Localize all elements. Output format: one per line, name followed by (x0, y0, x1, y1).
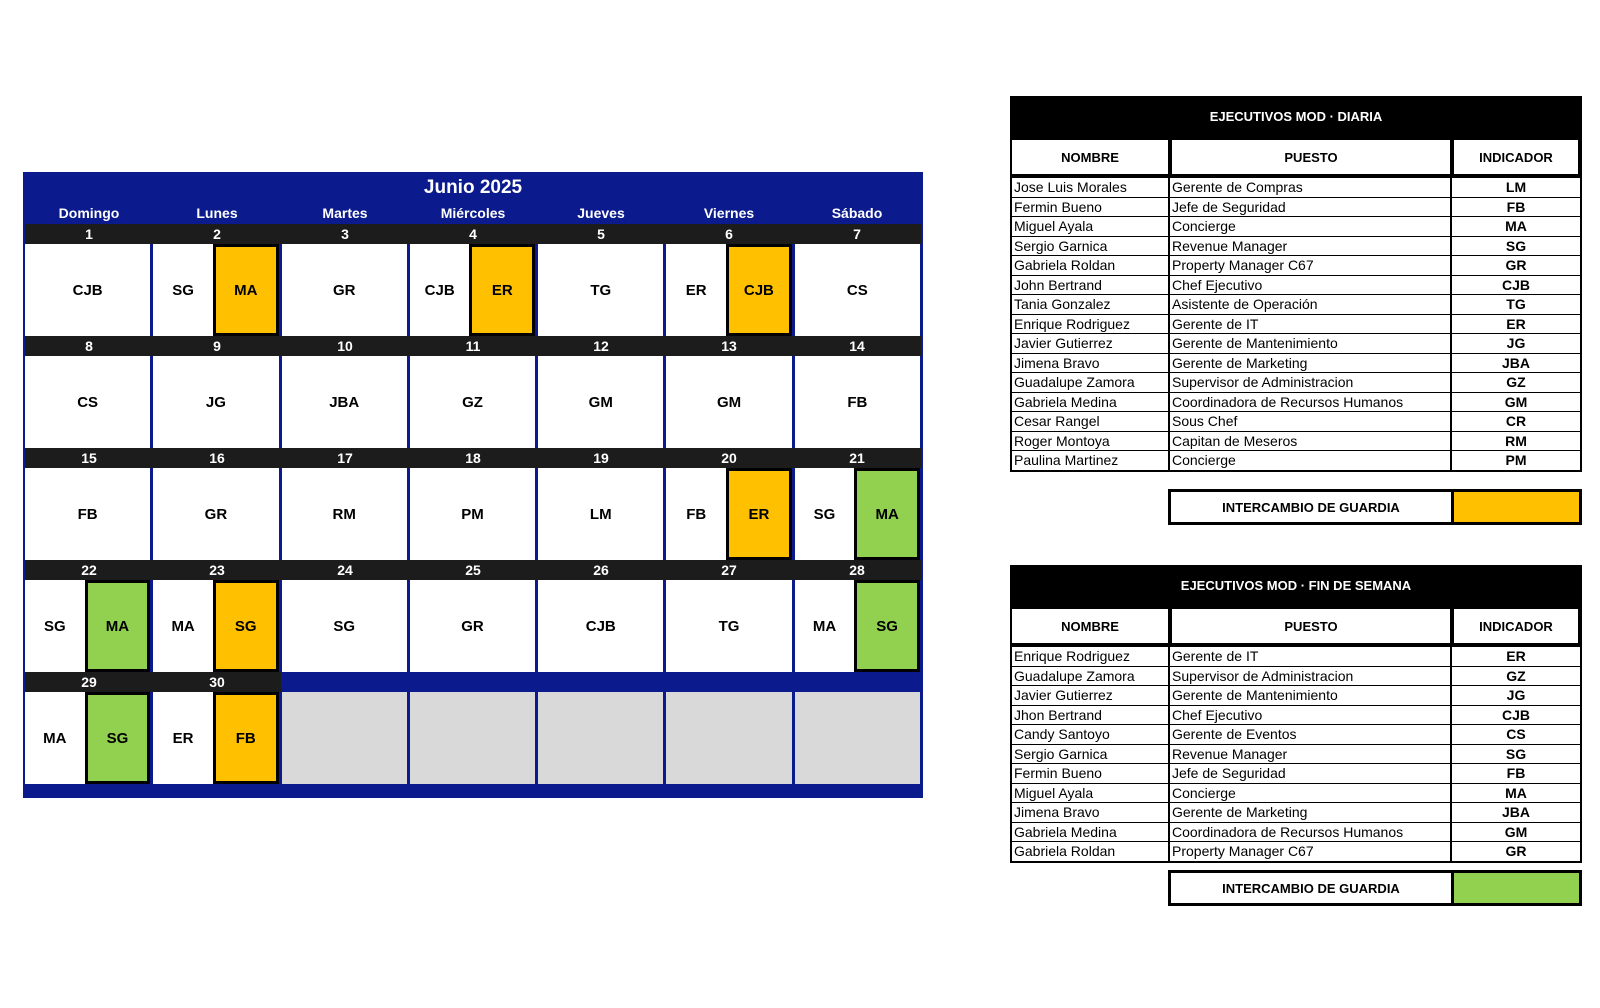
nombre-cell: Gabriela Roldan (1012, 842, 1170, 861)
puesto-cell: Gerente de Mantenimiento (1170, 334, 1452, 353)
guard-indicator: FB (77, 505, 98, 523)
indicador-cell: CJB (1501, 276, 1530, 293)
indicador-cell: JBA (1501, 354, 1530, 371)
legend-swatch-green (1454, 873, 1579, 903)
day-cell (151, 244, 279, 336)
day-cell (408, 244, 536, 336)
nombre-cell: Javier Gutierrez (1012, 334, 1170, 353)
table-row (1012, 842, 1580, 861)
daily-executives-table (1010, 96, 1582, 472)
day-cell (25, 356, 151, 448)
calendar-title: Junio 2025 (423, 177, 523, 198)
weekend-guard-indicator: MA (854, 468, 920, 560)
guard-indicator: MA (43, 729, 67, 747)
day-number: 27 (721, 562, 737, 578)
daily-table-body (1010, 178, 1582, 472)
weekend-executives-table (1010, 565, 1582, 863)
nombre-cell: Gabriela Medina (1012, 393, 1170, 412)
guard-indicator: CS (77, 393, 99, 411)
day-of-week-label: Jueves (577, 205, 625, 221)
guard-indicator: LM (589, 505, 612, 523)
table-row (1012, 373, 1580, 393)
puesto-cell: Sous Chef (1170, 412, 1452, 431)
day-number-row (25, 336, 921, 356)
nombre-cell: Sergio Garnica (1012, 745, 1170, 764)
table-row (1012, 803, 1580, 823)
puesto-cell: Revenue Manager (1170, 745, 1452, 764)
nombre-cell: Candy Santoyo (1012, 725, 1170, 744)
day-cell (408, 580, 536, 672)
day-number (409, 672, 537, 692)
calendar-week (25, 336, 921, 448)
day-cell (793, 356, 921, 448)
legend-label: INTERCAMBIO DE GUARDIA (1171, 492, 1454, 522)
calendar-week (25, 448, 921, 560)
table-row (1012, 451, 1580, 470)
indicador-cell: FB (1506, 198, 1526, 215)
guard-indicator: RM (332, 505, 356, 523)
column-header-puesto: PUESTO (1172, 140, 1450, 174)
indicador-cell: RM (1505, 432, 1527, 449)
table-row (1012, 667, 1580, 687)
nombre-cell: Jose Luis Morales (1012, 178, 1170, 197)
guard-indicator: SG (43, 617, 66, 635)
nombre-cell: Enrique Rodriguez (1012, 647, 1170, 666)
indicador-cell: TG (1506, 296, 1526, 312)
guard-indicator: GR (204, 505, 228, 523)
swapped-guard-indicator: ER (469, 244, 535, 336)
nombre-cell: Jhon Bertrand (1012, 706, 1170, 725)
day-of-week-label: Martes (322, 205, 368, 221)
indicador-cell: SG (1505, 745, 1527, 762)
table-row (1012, 237, 1580, 257)
day-number: 5 (597, 226, 605, 242)
day-number: 21 (849, 450, 865, 466)
puesto-cell: Property Manager C67 (1170, 842, 1452, 861)
day-cell (151, 356, 279, 448)
column-header-nombre: NOMBRE (1012, 140, 1168, 174)
table-row (1012, 276, 1580, 296)
day-cells-row (25, 468, 921, 560)
guard-indicator: GR (332, 281, 356, 299)
day-cell (280, 356, 408, 448)
nombre-cell: Jimena Bravo (1012, 803, 1170, 822)
table-row (1012, 217, 1580, 237)
daily-table-title: EJECUTIVOS MOD · DIARIA (1010, 96, 1582, 138)
calendar (23, 172, 923, 798)
empty-day-cell (664, 692, 792, 784)
indicador-cell: GZ (1506, 374, 1526, 390)
puesto-cell: Jefe de Seguridad (1170, 198, 1452, 217)
day-cell (536, 580, 664, 672)
nombre-cell: Guadalupe Zamora (1012, 667, 1170, 686)
nombre-cell: Fermin Bueno (1012, 764, 1170, 783)
table-row (1012, 295, 1580, 315)
day-cell (664, 356, 792, 448)
day-of-week-label: Lunes (196, 205, 238, 221)
table-row (1012, 725, 1580, 745)
weekend-table-header-row (1010, 607, 1582, 647)
nombre-cell: Cesar Rangel (1012, 412, 1170, 431)
weekend-legend (1168, 870, 1582, 906)
puesto-cell: Revenue Manager (1170, 237, 1452, 256)
guard-indicator: CJB (72, 281, 103, 299)
table-row (1012, 178, 1580, 198)
day-cell (408, 468, 536, 560)
table-row (1012, 315, 1580, 335)
indicador-cell: JG (1506, 335, 1526, 351)
nombre-cell: Gabriela Roldan (1012, 256, 1170, 275)
weekend-guard-indicator: SG (85, 692, 151, 784)
swapped-guard-indicator: FB (213, 692, 279, 784)
table-row (1012, 432, 1580, 452)
table-row (1012, 198, 1580, 218)
indicador-cell: GM (1504, 823, 1528, 840)
swapped-guard-indicator: SG (213, 580, 279, 672)
day-cell (280, 580, 408, 672)
indicador-cell: LM (1505, 179, 1527, 195)
guard-indicator: GZ (462, 393, 483, 411)
calendar-week (25, 672, 921, 784)
day-number: 28 (849, 562, 865, 578)
table-row (1012, 706, 1580, 726)
day-number: 19 (593, 450, 609, 466)
puesto-cell: Gerente de Eventos (1170, 725, 1452, 744)
table-row (1012, 745, 1580, 765)
day-number: 18 (465, 450, 481, 466)
table-row (1012, 256, 1580, 276)
indicador-cell: GM (1504, 393, 1528, 410)
legend-swatch-orange (1454, 492, 1579, 522)
day-cell (408, 356, 536, 448)
indicador-cell: MA (1505, 784, 1527, 801)
guard-indicator: TG (590, 281, 612, 299)
day-number: 17 (337, 450, 353, 466)
weekend-table-body (1010, 647, 1582, 863)
nombre-cell: Gabriela Medina (1012, 823, 1170, 842)
day-number: 7 (853, 226, 861, 242)
puesto-cell: Gerente de Mantenimiento (1170, 686, 1452, 705)
day-cell (25, 580, 151, 672)
day-cell (793, 244, 921, 336)
day-number: 6 (725, 226, 733, 242)
indicador-cell: SG (1505, 237, 1527, 254)
day-number (281, 672, 409, 692)
nombre-cell: Sergio Garnica (1012, 237, 1170, 256)
day-number (665, 672, 793, 692)
guard-indicator: JBA (329, 393, 360, 411)
day-cell (25, 244, 151, 336)
day-number-row (25, 224, 921, 244)
day-number: 12 (593, 338, 609, 354)
day-number: 8 (85, 338, 93, 354)
day-of-week-label: Domingo (58, 205, 120, 221)
day-cell (25, 468, 151, 560)
puesto-cell: Gerente de IT (1170, 315, 1452, 334)
day-number-row (25, 560, 921, 580)
guard-indicator: GM (588, 393, 613, 411)
day-cells-row (25, 692, 921, 784)
day-cell (793, 580, 921, 672)
nombre-cell: John Bertrand (1012, 276, 1170, 295)
puesto-cell: Coordinadora de Recursos Humanos (1170, 393, 1452, 412)
guard-indicator: MA (812, 617, 837, 635)
guard-indicator: SG (172, 281, 194, 299)
empty-day-cell (793, 692, 921, 784)
day-number: 11 (465, 338, 481, 354)
day-cells-row (25, 580, 921, 672)
guard-indicator: SG (333, 617, 356, 635)
day-number: 1 (85, 226, 93, 242)
day-number: 10 (337, 338, 353, 354)
swapped-guard-indicator: ER (726, 468, 792, 560)
nombre-cell: Javier Gutierrez (1012, 686, 1170, 705)
nombre-cell: Miguel Ayala (1012, 217, 1170, 236)
puesto-cell: Concierge (1170, 451, 1452, 470)
day-cell (151, 468, 279, 560)
puesto-cell: Concierge (1170, 217, 1452, 236)
table-row (1012, 784, 1580, 804)
puesto-cell: Supervisor de Administracion (1170, 373, 1452, 392)
guard-indicator: JG (205, 393, 226, 411)
day-number: 16 (209, 450, 225, 466)
day-number: 13 (721, 338, 737, 354)
day-number: 2 (213, 226, 221, 242)
column-header-puesto: PUESTO (1172, 609, 1450, 643)
indicador-cell: GR (1505, 843, 1527, 859)
day-number-row (25, 448, 921, 468)
day-number-row (25, 672, 921, 692)
guard-indicator: FB (847, 393, 868, 411)
day-number: 30 (153, 672, 281, 692)
indicador-cell: CS (1506, 726, 1526, 742)
day-number (537, 672, 665, 692)
guard-indicator: GM (716, 393, 742, 411)
puesto-cell: Gerente de IT (1170, 647, 1452, 666)
puesto-cell: Asistente de Operación (1170, 295, 1452, 314)
day-of-week-label: Miércoles (440, 205, 506, 221)
puesto-cell: Gerente de Marketing (1170, 354, 1452, 373)
calendar-weeks (25, 224, 921, 784)
day-number: 14 (849, 338, 865, 354)
indicador-cell: ER (1506, 315, 1526, 332)
day-of-week-label: Viernes (703, 205, 755, 221)
empty-day-cell (280, 692, 408, 784)
day-number: 25 (465, 562, 481, 578)
calendar-week (25, 560, 921, 672)
day-number: 20 (721, 450, 737, 466)
guard-indicator: CJB (585, 617, 616, 635)
day-number: 24 (337, 562, 353, 578)
nombre-cell: Paulina Martinez (1012, 451, 1170, 470)
nombre-cell: Guadalupe Zamora (1012, 373, 1170, 392)
indicador-cell: JG (1506, 687, 1526, 703)
puesto-cell: Supervisor de Administracion (1170, 667, 1452, 686)
day-cell (151, 580, 279, 672)
weekend-guard-indicator: SG (854, 580, 920, 672)
guard-indicator: FB (686, 505, 707, 523)
day-cell (793, 468, 921, 560)
day-cell (25, 692, 151, 784)
nombre-cell: Tania Gonzalez (1012, 295, 1170, 314)
day-cell (151, 692, 279, 784)
legend-label: INTERCAMBIO DE GUARDIA (1171, 873, 1454, 903)
guard-indicator: GR (461, 617, 484, 635)
indicador-cell: ER (1506, 648, 1526, 664)
table-row (1012, 764, 1580, 784)
puesto-cell: Gerente de Marketing (1170, 803, 1452, 822)
empty-day-cell (536, 692, 664, 784)
puesto-cell: Gerente de Compras (1170, 178, 1452, 197)
puesto-cell: Jefe de Seguridad (1170, 764, 1452, 783)
table-row (1012, 647, 1580, 667)
day-cell (664, 468, 792, 560)
nombre-cell: Miguel Ayala (1012, 784, 1170, 803)
table-row (1012, 334, 1580, 354)
guard-indicator: CJB (424, 281, 455, 299)
weekend-guard-indicator: MA (85, 580, 151, 672)
guard-indicator: MA (171, 617, 195, 635)
daily-table-header-row (1010, 138, 1582, 178)
puesto-cell: Chef Ejecutivo (1170, 706, 1452, 725)
guard-indicator: ER (172, 729, 194, 747)
indicador-cell: GZ (1506, 667, 1526, 684)
nombre-cell: Enrique Rodriguez (1012, 315, 1170, 334)
swapped-guard-indicator: CJB (726, 244, 792, 336)
weekend-table-title: EJECUTIVOS MOD · FIN DE SEMANA (1010, 565, 1582, 607)
indicador-cell: JBA (1501, 804, 1530, 820)
days-of-week-header (25, 202, 921, 224)
day-cell (280, 244, 408, 336)
day-cell (664, 244, 792, 336)
day-number: 9 (213, 338, 221, 354)
indicador-cell: GR (1505, 257, 1527, 273)
table-row (1012, 354, 1580, 374)
column-header-indicador: INDICADOR (1454, 609, 1578, 643)
nombre-cell: Fermin Bueno (1012, 198, 1170, 217)
indicador-cell: FB (1506, 765, 1526, 781)
puesto-cell: Coordinadora de Recursos Humanos (1170, 823, 1452, 842)
column-header-nombre: NOMBRE (1012, 609, 1168, 643)
puesto-cell: Chef Ejecutivo (1170, 276, 1452, 295)
puesto-cell: Property Manager C67 (1170, 256, 1452, 275)
day-cell (536, 356, 664, 448)
day-number (793, 672, 921, 692)
day-number: 3 (341, 226, 349, 242)
table-row (1012, 412, 1580, 432)
daily-legend (1168, 489, 1582, 525)
indicador-cell: PM (1505, 452, 1527, 468)
day-of-week-label: Sábado (831, 205, 883, 221)
guard-indicator: PM (461, 505, 484, 523)
day-cells-row (25, 356, 921, 448)
day-cell (280, 468, 408, 560)
day-cell (536, 244, 664, 336)
table-row (1012, 823, 1580, 843)
indicador-cell: CR (1505, 413, 1527, 429)
nombre-cell: Jimena Bravo (1012, 354, 1170, 373)
day-number: 22 (81, 562, 97, 578)
puesto-cell: Concierge (1170, 784, 1452, 803)
guard-indicator: CS (846, 281, 868, 299)
day-number: 4 (469, 226, 477, 242)
column-header-indicador: INDICADOR (1454, 140, 1578, 174)
day-number: 26 (593, 562, 609, 578)
day-number: 23 (209, 562, 225, 578)
indicador-cell: CJB (1501, 706, 1530, 723)
day-cell (536, 468, 664, 560)
swapped-guard-indicator: MA (213, 244, 279, 336)
guard-indicator: SG (813, 505, 836, 523)
day-number: 15 (81, 450, 97, 466)
nombre-cell: Roger Montoya (1012, 432, 1170, 451)
calendar-week (25, 224, 921, 336)
indicador-cell: MA (1505, 218, 1527, 234)
table-row (1012, 393, 1580, 413)
guard-indicator: ER (685, 281, 707, 299)
puesto-cell: Capitan de Meseros (1170, 432, 1452, 451)
day-cells-row (25, 244, 921, 336)
day-cell (664, 580, 792, 672)
empty-day-cell (408, 692, 536, 784)
table-row (1012, 686, 1580, 706)
guard-indicator: TG (718, 617, 740, 635)
day-number: 29 (25, 672, 153, 692)
